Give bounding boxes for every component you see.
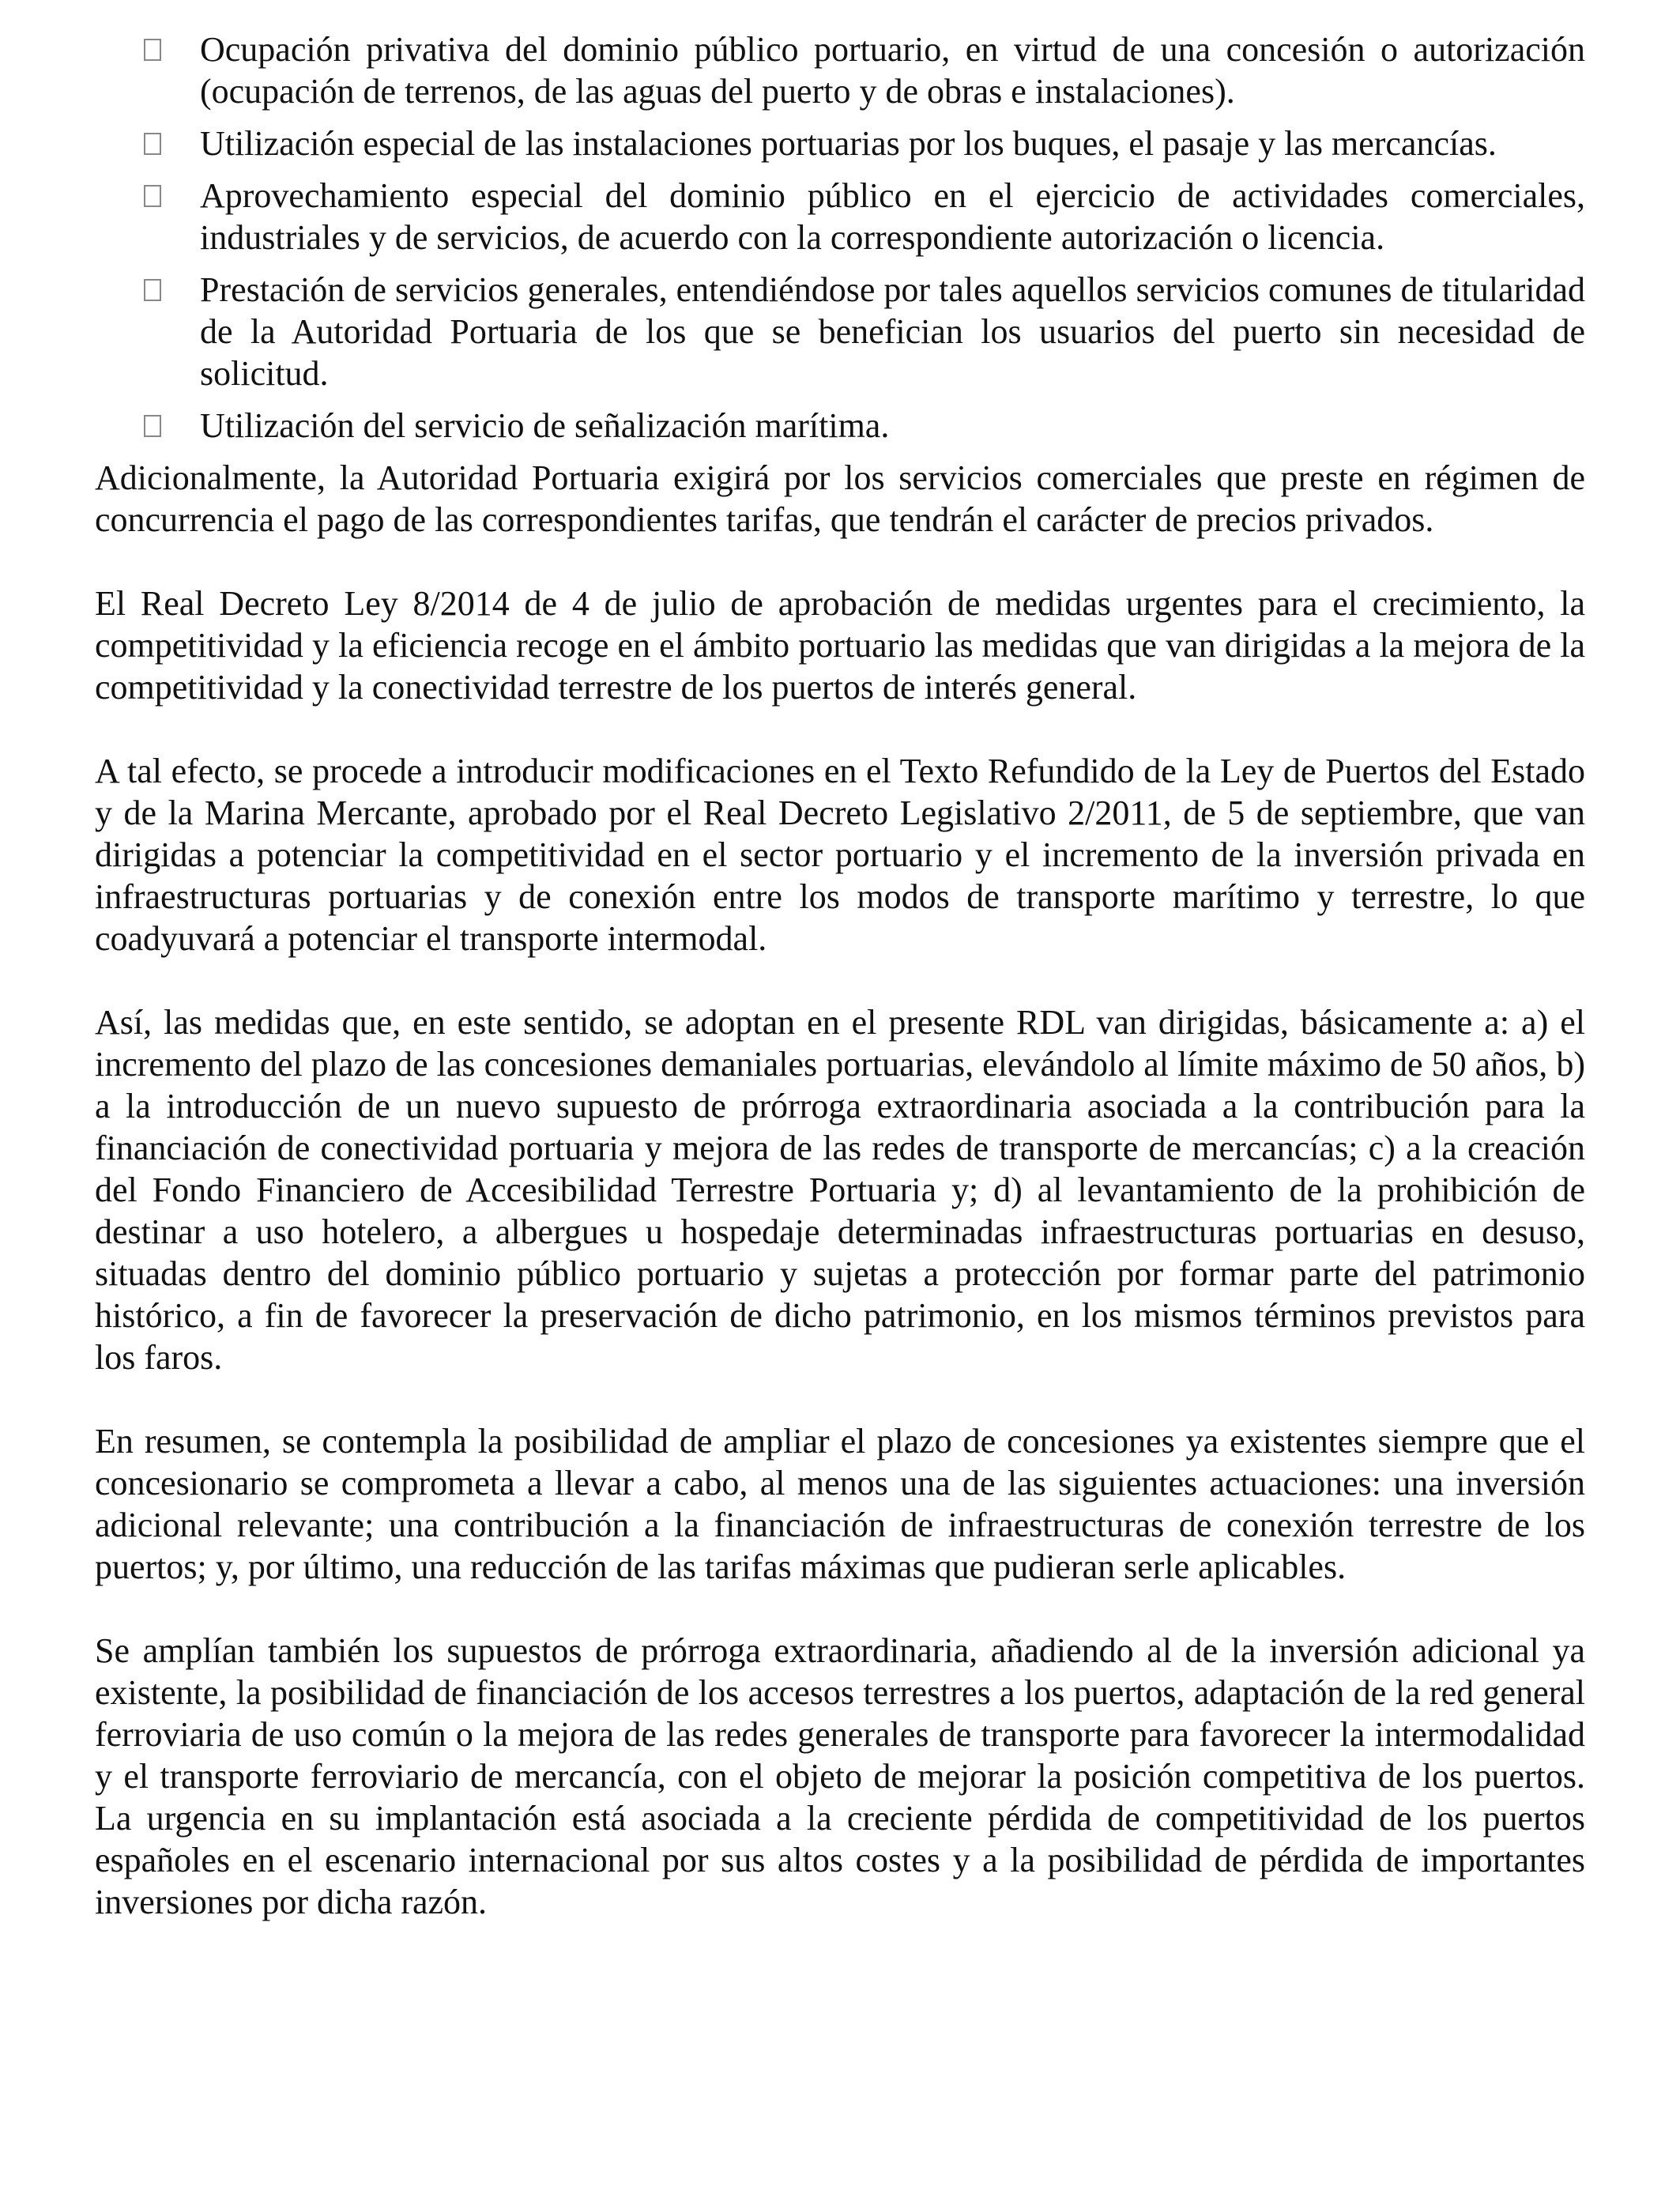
missing-glyph-box-icon (144, 279, 161, 301)
bullet-item (95, 28, 1585, 112)
paragraph-real-decreto-ley: El Real Decreto Ley 8/2014 de 4 de julio de aprobación de medidas urgentes para el crecimiento, la competitividad y la eficiencia recoge en el ámbito portuario las medidas que van dirigidas a la mejora de la competitividad y la conectividad terrestre de los puertos de interés general. (95, 584, 1585, 707)
bullet-item (95, 123, 1585, 164)
bullet-text: Aprovechamiento especial del dominio público en el ejercicio de actividades comerciales, industriales y de servicios, de acuerdo con la correspondiente autorización o licencia. (200, 176, 1585, 257)
bullet-item (95, 405, 1585, 447)
bullet-text: Utilización especial de las instalaciones portuarias por los buques, el pasaje y las mercancías. (200, 124, 1497, 163)
missing-glyph-box-icon (144, 39, 161, 61)
paragraph-texto-refundido: A tal efecto, se procede a introducir modificaciones en el Texto Refundido de la Ley de Puertos del Estado y de la Marina Mercante, aprobado por el Real Decreto Legislativo 2/2011, de 5 de septiembre, que van dirigidas a potenciar la competitividad en el sector portuario y el incremento de la inversión privada en infraestructuras portuarias y de conexión entre los modos de transporte marítimo y terrestre, lo que coadyuvará a potenciar el transporte intermodal. (95, 752, 1585, 958)
bullet-text: Ocupación privativa del dominio público portuario, en virtud de una concesión o autorización (ocupación de terrenos, de las aguas del puerto y de obras e instalaciones). (200, 30, 1585, 111)
bullet-text: Prestación de servicios generales, entendiéndose por tales aquellos servicios comunes de titularidad de la Autoridad Portuaria de los que se benefician los usuarios del puerto sin necesidad de solicitud. (200, 270, 1585, 393)
paragraph-resumen: En resumen, se contempla la posibilidad de ampliar el plazo de concesiones ya existentes siempre que el concesionario se comprometa a llevar a cabo, al menos una de las siguientes actuaciones: una inversión adicional relevante; una contribución a la financiación de infraestructuras de conexión terrestre de los puertos; y, por último, una reducción de las tarifas máximas que pudieran serle aplicables. (95, 1422, 1585, 1586)
paragraph-medidas: Así, las medidas que, en este sentido, se adoptan en el presente RDL van dirigidas, básicamente a: a) el incremento del plazo de las concesiones demaniales portuarias, elevándolo al límite máximo de 50 años, b) a la introducción de un nuevo supuesto de prórroga extraordinaria asociada a la contribución para la financiación de conectividad portuaria y mejora de las redes de transporte de mercancías; c) a la creación del Fondo Financiero de Accesibilidad Terrestre Portuaria y; d) al levantamiento de la prohibición de destinar a uso hotelero, a albergues u hospedaje determinadas infraestructuras portuarias en desuso, situadas dentro del dominio público portuario y sujetas a protección por formar parte del patrimonio histórico, a fin de favorecer la preservación de dicho patrimonio, en los mismos términos previstos para los faros. (95, 1003, 1585, 1377)
bullet-item (95, 175, 1585, 258)
paragraph-prorroga: Se amplían también los supuestos de prórroga extraordinaria, añadiendo al de la inversión adicional ya existente, la posibilidad de financiación de los accesos terrestres a los puertos, adaptación de la red general ferroviaria de uso común o la mejora de las redes generales de transporte para favorecer la intermodalidad y el transporte ferroviario de mercancía, con el objeto de mejorar la posición competitiva de los puertos. La urgencia en su implantación está asociada a la creciente pérdida de competitividad de los puertos españoles en el escenario internacional por sus altos costes y a la posibilidad de pérdida de importantes inversiones por dicha razón. (95, 1631, 1585, 1921)
paragraph-additional-tariffs: Adicionalmente, la Autoridad Portuaria exigirá por los servicios comerciales que preste en régimen de concurrencia el pago de las correspondientes tarifas, que tendrán el carácter de precios privados. (95, 458, 1585, 539)
bullet-list (95, 28, 1585, 447)
bullet-item (95, 269, 1585, 394)
bullet-text: Utilización del servicio de señalización marítima. (200, 406, 890, 445)
document-body (95, 28, 1585, 1923)
missing-glyph-box-icon (144, 415, 161, 437)
missing-glyph-box-icon (144, 133, 161, 155)
missing-glyph-box-icon (144, 185, 161, 207)
